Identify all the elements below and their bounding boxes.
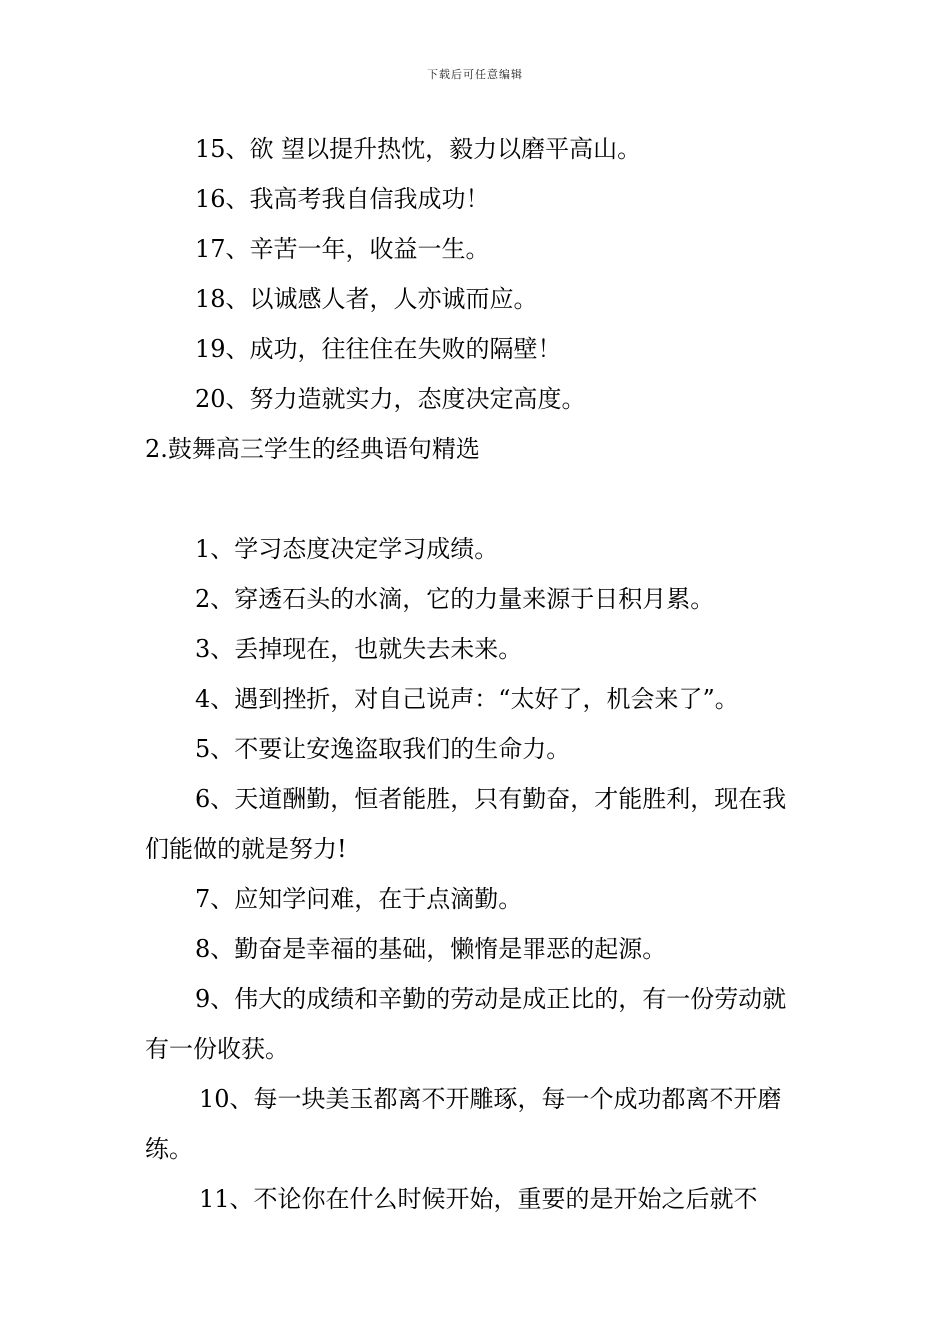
list-item: 16、我高考我自信我成功！ — [195, 185, 490, 213]
list-item: 18、以诚感人者，人亦诚而应。 — [195, 285, 538, 313]
list-item: 1、学习态度决定学习成绩。 — [195, 535, 499, 563]
list-item: 3、丢掉现在，也就失去未来。 — [195, 635, 523, 663]
list-item: 10、每一块美玉都离不开雕琢，每一个成功都离不开磨练。 — [145, 1085, 782, 1163]
list-item: 17、辛苦一年，收益一生。 — [195, 235, 490, 263]
header-note: 下载后可任意编辑 — [427, 68, 523, 81]
list-item: 2、穿透石头的水滴，它的力量来源于日积月累。 — [195, 585, 715, 613]
list-item: 8、勤奋是幸福的基础，懒惰是罪恶的起源。 — [195, 935, 667, 963]
list-item: 5、不要让安逸盗取我们的生命力。 — [195, 735, 571, 763]
list-item: 7、应知学问难，在于点滴勤。 — [195, 885, 523, 913]
list-item: 19、成功，往往住在失败的隔壁！ — [195, 335, 562, 363]
list-item: 11、不论你在什么时候开始，重要的是开始之后就不 — [199, 1185, 758, 1213]
document-content — [145, 124, 810, 1224]
list-item: 9、伟大的成绩和辛勤的劳动是成正比的，有一份劳动就有一份收获。 — [145, 985, 787, 1063]
list-item: 4、遇到挫折，对自己说声：“太好了，机会来了”。 — [195, 685, 739, 713]
list-item: 20、努力造就实力，态度决定高度。 — [195, 385, 586, 413]
blank-line — [145, 474, 810, 524]
section-heading: 2.鼓舞高三学生的经典语句精选 — [145, 435, 480, 463]
list-item: 15、欲 望以提升热忱，毅力以磨平高山。 — [195, 135, 642, 163]
list-item: 6、天道酬勤，恒者能胜，只有勤奋，才能胜利，现在我们能做的就是努力! — [145, 785, 787, 863]
